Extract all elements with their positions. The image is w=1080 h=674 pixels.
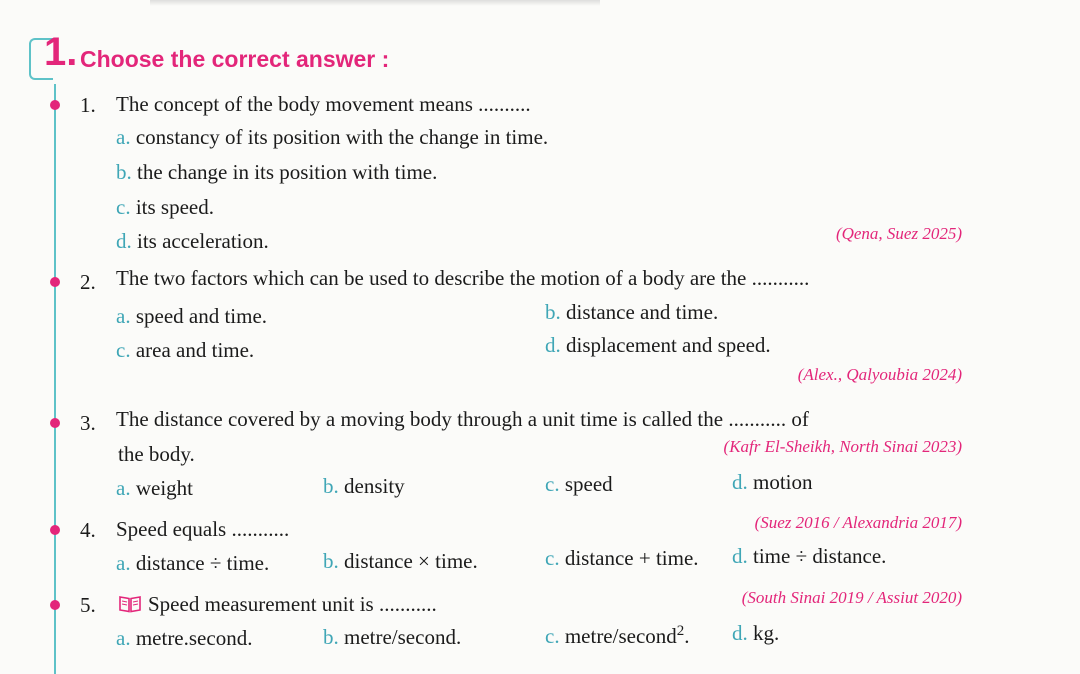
option-b[interactable]: b. distance and time.	[545, 300, 719, 324]
option-c[interactable]: c. area and time.	[116, 338, 255, 362]
section-title: Choose the correct answer :	[80, 46, 390, 72]
option-b[interactable]: b. distance × time.	[323, 549, 478, 573]
bullet-dot	[50, 277, 60, 287]
option-letter: b.	[545, 300, 561, 324]
bullet-dot	[50, 600, 60, 610]
exam-source: (Suez 2016 / Alexandria 2017)	[754, 513, 962, 532]
answer-blank: ...........	[378, 592, 437, 616]
margin-rule	[54, 84, 56, 674]
question-number: 4.	[80, 518, 96, 542]
question-stem: The concept of the body movement means ..........	[116, 92, 531, 116]
option-b[interactable]: b. the change in its position with time.	[116, 160, 438, 184]
option-b[interactable]: b. metre/second.	[323, 625, 462, 649]
option-letter: d.	[732, 621, 748, 645]
option-letter: a.	[116, 304, 131, 328]
option-c[interactable]: c. metre/second$^2$.	[545, 623, 690, 648]
option-c[interactable]: c. its speed.	[116, 195, 214, 219]
exam-source: (Kafr El-Sheikh, North Sinai 2023)	[723, 437, 962, 456]
bullet-dot	[50, 418, 60, 428]
option-letter: b.	[323, 549, 339, 573]
option-letter: b.	[323, 625, 339, 649]
option-letter: a.	[116, 476, 131, 500]
option-letter: d.	[732, 544, 748, 568]
option-letter: d.	[732, 470, 748, 494]
question-stem: The distance covered by a moving body through a unit time is called the ........... of	[116, 407, 809, 431]
bullet-dot	[50, 100, 60, 110]
section-number: 1.	[44, 30, 78, 74]
answer-blank: ...........	[751, 266, 810, 290]
question-number: 2.	[80, 270, 96, 294]
option-letter: c.	[545, 546, 560, 570]
question-stem: Speed measurement unit is ...........	[118, 594, 437, 615]
option-a[interactable]: a. metre.second.	[116, 626, 253, 650]
exam-source: (Qena, Suez 2025)	[835, 224, 962, 243]
option-letter: b.	[116, 160, 132, 184]
question-number: 5.	[80, 593, 96, 617]
option-letter: c.	[116, 338, 131, 362]
option-d[interactable]: d. kg.	[732, 621, 780, 645]
question-stem-line2: the body.	[118, 442, 195, 466]
answer-blank: ...........	[231, 517, 290, 541]
option-letter: a.	[116, 551, 131, 575]
option-d[interactable]: d. motion	[732, 470, 813, 494]
question-number: 3.	[80, 411, 96, 435]
scan-edge	[150, 0, 600, 6]
option-c[interactable]: c. distance + time.	[545, 546, 699, 570]
book-icon	[118, 595, 142, 613]
option-letter: c.	[116, 195, 131, 219]
option-letter: a.	[116, 125, 131, 149]
option-b[interactable]: b. density	[323, 474, 405, 498]
option-a[interactable]: a. speed and time.	[116, 304, 268, 328]
option-letter: c.	[545, 624, 560, 648]
exam-source: (Alex., Qalyoubia 2024)	[797, 365, 962, 384]
question-number: 1.	[80, 93, 96, 117]
option-c[interactable]: c. speed	[545, 472, 613, 496]
option-d[interactable]: d. displacement and speed.	[545, 333, 771, 357]
option-letter: d.	[545, 333, 561, 357]
question-stem: The two factors which can be used to describe the motion of a body are the ...........	[116, 266, 810, 290]
option-letter: c.	[545, 472, 560, 496]
option-letter: b.	[323, 474, 339, 498]
option-a[interactable]: a. weight	[116, 476, 193, 500]
option-a[interactable]: a. distance ÷ time.	[116, 551, 270, 575]
exam-source: (South Sinai 2019 / Assiut 2020)	[741, 588, 962, 607]
option-letter: a.	[116, 626, 131, 650]
question-stem: Speed equals ...........	[116, 517, 290, 541]
option-d[interactable]: d. time ÷ distance.	[732, 544, 887, 568]
bullet-dot	[50, 525, 60, 535]
exponent: 2	[676, 623, 685, 639]
option-a[interactable]: a. constancy of its position with the change in time.	[116, 125, 549, 149]
option-letter: d.	[116, 229, 132, 253]
answer-blank: ...........	[728, 407, 787, 431]
option-d[interactable]: d. its acceleration.	[116, 229, 269, 253]
answer-blank: ..........	[478, 92, 531, 116]
